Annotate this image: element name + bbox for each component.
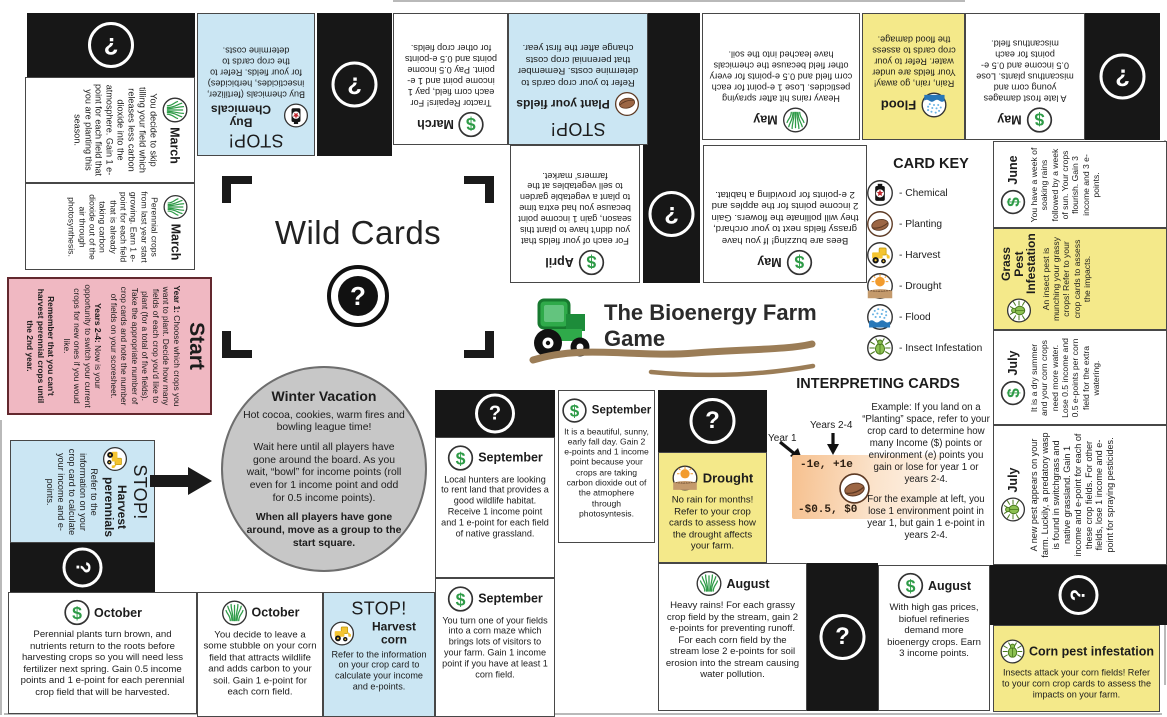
- space-title: Drought: [702, 470, 754, 486]
- plant-icon: [782, 106, 809, 133]
- space-title: Flood: [880, 97, 916, 113]
- interpreting-cards: [766, 376, 990, 562]
- income-icon: [63, 599, 90, 626]
- space-text: Insects attack your corn fields! Refer to your corn crop cards to assess the impacts on your farm.: [1001, 667, 1152, 700]
- space-stop-buy-chemicals: [197, 13, 315, 156]
- space-june-soaking-rains: [993, 141, 1167, 228]
- month-label: March: [168, 127, 182, 164]
- card-key-row: [866, 179, 996, 207]
- space-march-skip-tilling: [25, 77, 195, 183]
- space-october-perennials-brown: [8, 592, 197, 714]
- planting-icon: [614, 91, 640, 117]
- space-text: You decide to skip tilling your field which releases less carbon dioxide into the atmosphere. Gain 1 e-point for each field that you are planting this season.: [72, 83, 159, 176]
- chemical-icon: [866, 179, 894, 207]
- space-september-corn-maze: [435, 578, 555, 717]
- space-wild-corner-bottom-right: [990, 565, 1167, 625]
- month-label: September: [478, 591, 543, 606]
- space-title: Corn pest infestation: [1029, 644, 1155, 659]
- month-label: June: [1006, 154, 1020, 185]
- space-grass-pest-infestation: [993, 228, 1167, 330]
- question-icon: ?: [88, 22, 134, 68]
- income-icon: [578, 249, 605, 276]
- question-icon: ?: [649, 191, 695, 237]
- space-start: [7, 277, 212, 415]
- space-wild-left: [10, 543, 155, 592]
- question-icon: ?: [63, 548, 103, 588]
- space-text: Bees are buzzing! If you have grassy fields next to your orchard, they will pollinate the flowers. Gain 2 income points for the apples and 2 e-points for providing a habitat.: [711, 189, 859, 246]
- space-title: Grass Pest Infestation: [999, 233, 1039, 294]
- space-august-biofuel: [878, 565, 990, 711]
- harvest-icon: [866, 241, 894, 269]
- space-text: No rain for months! Refer to your crop cards to assess how the drought affects your farm.: [669, 494, 756, 552]
- stop-label: STOP!: [228, 130, 284, 150]
- space-text: Local hunters are looking to rent land that provides a good wildlife habitat. Receive 1 income point and 1 e-point for each field of native grassland.: [441, 474, 549, 539]
- plant-icon: [163, 193, 189, 219]
- question-icon: ?: [820, 614, 866, 660]
- space-text: Refer to the information on your crop card to calculate your income and e-points.: [44, 448, 99, 535]
- month-label: September: [478, 450, 543, 465]
- space-wild-bottom-middle: [435, 390, 555, 437]
- space-may-pesticide-rains: [702, 13, 860, 140]
- space-text: Perennial plants turn brown, and nutrients return to the roots before harvesting crops so you will need less fertilizer next spring. Gain 0.5 income points and 1 e-point for each perennial crop field that will be harvested.: [20, 629, 185, 698]
- month-label: May: [997, 112, 1022, 127]
- wild-cards-title: Wild Cards: [274, 214, 442, 251]
- interpreting-cards-title: INTERPRETING CARDS: [796, 376, 960, 392]
- space-text: You have a week of soaking rains followed by a week of sun. Your crops flourish. Gain 3 income and 3 e-points.: [1029, 147, 1101, 222]
- space-text: Perennial crops from last year start growing. Earn 1 e-point for each field that is already taking carbon dioxide out of the air through photosynthesis.: [67, 190, 160, 263]
- space-stop-harvest-perennials: [10, 440, 155, 543]
- month-label: May: [757, 255, 782, 270]
- stop-label: STOP!: [550, 119, 606, 139]
- space-corn-pest-infestation: [993, 625, 1160, 712]
- epoints-values: -1e, +1e: [800, 459, 853, 471]
- month-label: August: [726, 576, 770, 591]
- month-label: August: [927, 578, 972, 593]
- space-september-hunters: [435, 437, 555, 578]
- space-march-perennial-crops: [25, 183, 195, 270]
- start-years24-text: Years 2-4: Now is your opportunity to switch your current crops for new ones if you woud like.: [61, 284, 103, 408]
- year1-label: Year 1: [768, 433, 797, 444]
- space-wild-top-1: [317, 13, 392, 156]
- income-values: -$0.5, $0: [798, 504, 858, 516]
- question-icon: ?: [1100, 54, 1146, 100]
- card-key-row: [866, 303, 996, 331]
- card-key-label: - Planting: [899, 218, 943, 230]
- month-label: March: [416, 117, 454, 132]
- card-key-row: [866, 334, 996, 362]
- wild-card-icon: [327, 265, 389, 327]
- space-april-vegetable-garden: [510, 145, 640, 283]
- space-wild-corner-top-left: [27, 13, 195, 77]
- card-key-label: - Insect Infestation: [899, 342, 983, 354]
- space-text: A late frost damages young corn and miscanthus plants. Lose 0.5 income and 0.5 e-points for each miscanthus field.: [976, 38, 1074, 103]
- income-icon: [1026, 106, 1053, 133]
- space-text: You turn one of your fields into a corn maze which brings lots of visitors to your farm. Gain 1 income point if you have at least 1 corn field.: [442, 615, 548, 680]
- interpreting-example-text: [862, 402, 990, 550]
- flood-icon: [866, 303, 894, 331]
- month-label: July: [1006, 350, 1020, 376]
- space-text: Heavy rains hit after spraying pesticides. Lose 1 e-point for each corn field and 0.5 e-points for every other field because the chemicals have leached into the soil.: [709, 49, 853, 103]
- space-title: Plant your fields: [516, 97, 610, 112]
- stop-label: STOP!: [351, 598, 407, 618]
- planting-icon: [866, 210, 894, 238]
- plant-icon: [221, 599, 248, 626]
- space-title: Harvest corn: [371, 619, 417, 646]
- drought-icon: [866, 272, 894, 300]
- question-icon: ?: [338, 276, 378, 316]
- board-edge-top: [393, 0, 965, 2]
- card-key-label: - Harvest: [899, 249, 941, 261]
- plant-icon: [695, 570, 722, 597]
- harvest-icon: [329, 620, 355, 646]
- stop-label: STOP!: [129, 463, 150, 520]
- card-key-row: [866, 272, 996, 300]
- card-bracket-bottom-right: [464, 331, 494, 358]
- income-icon: [562, 397, 588, 423]
- income-icon: [447, 585, 474, 612]
- winter-vacation-title: Winter Vacation: [271, 387, 377, 404]
- space-text: With high gas prices, biofuel refineries demand more bioenergy crops. Earn 3 income points.: [887, 602, 981, 659]
- example-paragraph: Example: If you land on a “Planting” space, refer to your crop card to determine how many Income ($) points or environment (e) points you gain or lose for year 1 or years 2-4.: [862, 402, 990, 486]
- flood-icon: [920, 91, 947, 118]
- month-label: March: [168, 223, 183, 260]
- space-text: Refer to the information on your crop card to calculate your income and e-points.: [331, 649, 427, 692]
- winter-vacation-text: Hot cocoa, cookies, warm fires and bowling league time!: [243, 409, 405, 434]
- card-key-row: [866, 210, 996, 238]
- example-paragraph: For the example at left, you lose 1 environment point in year 1, but gain 1 e-point in years 2-4.: [867, 494, 985, 542]
- start-year1-text: Year 1: Choose which crops you want to plant. Decide how many fields of each crop you'd like to plant (for a total of five fields). Take the appropriate number of crop cards and note the number of fields on your scoresheet.: [108, 285, 182, 407]
- logo-swoosh: [523, 333, 823, 381]
- month-label: May: [753, 112, 778, 127]
- space-text: Rain, rain, go away! Your fields are under water. Refer to your crop cards to assess the flood damage.: [871, 34, 956, 88]
- month-label: July: [1006, 467, 1020, 493]
- space-flood: [862, 13, 965, 140]
- income-icon: [447, 444, 474, 471]
- space-july-dry-summer: [993, 330, 1167, 425]
- insect-infestation-icon: [1006, 298, 1032, 324]
- insect-infestation-icon: [866, 334, 894, 362]
- winter-vacation-text: Wait here until all players have gone around the board. As you wait, “bowl” for income points (roll even for 1 income point and odd for 0.5 income points).: [246, 441, 402, 504]
- month-label: April: [545, 255, 574, 270]
- card-bracket-top-left: [222, 176, 252, 203]
- arrow-down-icon: [826, 432, 840, 456]
- income-icon: [786, 249, 813, 276]
- wild-cards-area: [248, 214, 468, 327]
- card-bracket-top-right: [464, 176, 494, 203]
- space-may-late-frost: [965, 13, 1085, 140]
- space-stop-plant-your-fields: [508, 13, 648, 145]
- month-label: October: [251, 605, 300, 620]
- card-key-row: [866, 241, 996, 269]
- space-drought: [658, 452, 767, 563]
- income-icon: [1000, 188, 1026, 214]
- space-october-corn-stubble: [197, 592, 323, 717]
- space-title: Buy Chemicals: [210, 102, 272, 129]
- space-text: For each of your fields that you didn't have to plant this season, gain 1 income point because you had extra time to plant a vegetable garden to sell vegetables at the farmers' market.: [518, 170, 632, 246]
- card-key-label: - Drought: [899, 280, 942, 292]
- space-stop-harvest-corn: [323, 592, 435, 717]
- years24-label: Years 2-4: [810, 420, 853, 431]
- game-title: The Bioenergy Farm Game: [604, 300, 817, 351]
- space-text: A new pest appears on your farm. Luckily, a predatory wasp is found in switchgrass and native grassland. Gain 1 income and e-point for each of these crop fields. For other fields, lose 1 income and e-point for spraying pesticides.: [1029, 432, 1116, 558]
- insect-infestation-icon: [1000, 497, 1026, 523]
- space-july-predatory-wasp: [993, 425, 1167, 565]
- question-icon: ?: [332, 62, 378, 108]
- board-edge-left: [0, 420, 2, 715]
- start-arrow-icon: [150, 466, 214, 496]
- start-title: Start: [184, 322, 208, 370]
- card-key-title: CARD KEY: [893, 156, 969, 172]
- space-wild-corner-top-right: [1085, 13, 1160, 140]
- card-bracket-bottom-left: [222, 331, 252, 358]
- income-icon: [1000, 379, 1026, 405]
- space-text: Tractor Repairs! For each corn field, pay 1 income point and 1 e-point. Pay 0.5 income points and 0.5 e-points for other crop fields.: [404, 43, 497, 108]
- insect-infestation-icon: [999, 639, 1025, 665]
- space-september-fall-day: [558, 390, 655, 543]
- space-march-tractor-repairs: [393, 13, 508, 145]
- space-text: Refer to your crop cards to determine costs. Remember that perennial crop costs change after the first year.: [517, 42, 639, 88]
- space-wild-middle-top: [643, 145, 700, 283]
- space-may-bees: [703, 145, 867, 283]
- space-title: Harvest perennials: [101, 476, 129, 537]
- card-key: [866, 156, 996, 365]
- winter-vacation-text: When all players have gone around, move as a group to the start square.: [246, 512, 402, 549]
- chemical-icon: [283, 102, 309, 128]
- income-icon: [457, 111, 484, 138]
- card-key-label: - Chemical: [899, 187, 948, 199]
- month-label: October: [94, 605, 142, 620]
- question-icon: ?: [475, 394, 515, 434]
- start-note: Remember that you can't harvest perennial crops until the 2nd year.: [25, 288, 56, 404]
- harvest-icon: [102, 446, 128, 472]
- space-text: You decide to leave a some stubble on your corn field that attracts wildlife and adds carbon to your soil. Gain 1 e-point for each corn field.: [203, 629, 317, 698]
- month-label: September: [591, 404, 652, 416]
- question-icon: ?: [690, 398, 736, 444]
- space-august-heavy-rains: [658, 563, 807, 711]
- winter-vacation-space: [221, 366, 427, 572]
- income-icon: [897, 572, 924, 599]
- space-text: Heavy rains! For each grassy crop field by the stream, gain 2 e-points for preventing runoff. For each corn field by the stream lose 2 e-points for soil erosion into the stream causing water pollution.: [665, 600, 800, 680]
- plant-icon: [162, 96, 189, 123]
- space-text: Buy chemicals (fertilizer, insecticides, herbicides) for your fields. Refer to the crop cards to determine costs.: [206, 45, 306, 99]
- question-icon: ?: [1059, 575, 1099, 615]
- space-wild-above-drought: [658, 390, 767, 452]
- space-wild-bottom-right: [807, 563, 878, 711]
- space-text: An insect pest is munching your grassy crops! Refer to your crop cards to assess the impacts.: [1040, 236, 1093, 322]
- space-black-strip-top: [648, 13, 700, 145]
- space-text: It is a beautiful, sunny, early fall day. Gain 2 e-points and 1 income point because your crops are taking carbon dioxide out of the atmophere through photosyntesis.: [564, 426, 649, 519]
- space-text: It is a dry summer and your corn crops need more water. Lose 0.5 income and 0.5 e-points per corn field for the extra watering.: [1029, 337, 1101, 418]
- drought-icon: [672, 465, 699, 492]
- card-key-label: - Flood: [899, 311, 931, 323]
